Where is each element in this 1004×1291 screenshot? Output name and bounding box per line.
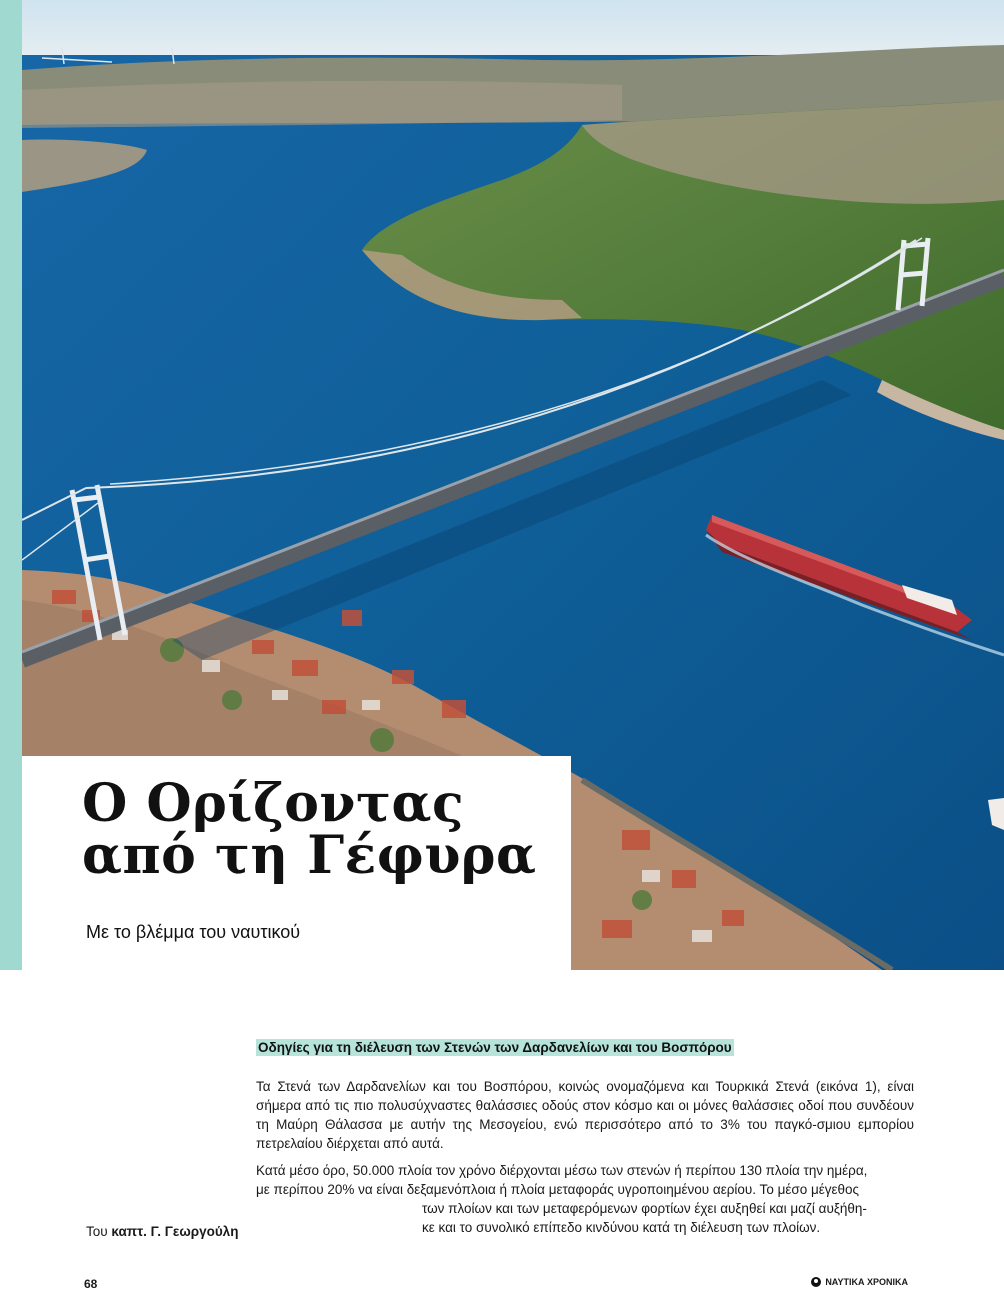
article-title <box>82 773 537 886</box>
title-box <box>22 756 571 970</box>
paragraph-2-line-2: με περίπου 20% να είναι δεξαμενόπλοια ή πλοία μεταφοράς υγροποιημένου αερίου. Το μέσο μέγεθος <box>256 1182 860 1197</box>
body-paragraph-2 <box>256 1161 914 1237</box>
article-title-line1: Ο Ορίζοντας <box>82 773 465 834</box>
footer-brand <box>811 1277 908 1287</box>
article-title-line2: από τη Γέφυρα <box>82 825 537 886</box>
paragraph-2-line-3: των πλοίων και των μεταφερόμενων φορτίων έχει αυξηθεί και μαζί αυξήθη- <box>422 1201 867 1216</box>
page-number: 68 <box>84 1277 98 1291</box>
section-heading: Οδηγίες για τη διέλευση των Στενών των Δαρδανελίων και του Βοσπόρου <box>258 1040 732 1055</box>
body-paragraph-1: Τα Στενά των Δαρδανελίων και του Βοσπόρου, κοινώς ονομαζόμενα και Τουρκικά Στενά (εικόνα 1), είναι σήμερα από τις πιο πολυσύχναστες θαλάσσιες οδούς στον κόσμο και οι μόνες θαλάσσιες οδοί που συνδέουν τη Μαύρη Θάλασσα με αυτήν της Μεσογείου, ενώ περισσότερο από το 3% του παγκό-σμιου εμπορίου πετρελαίου διέρχεται από αυτά. <box>256 1079 914 1151</box>
paragraph-2-line-4: κε και το συνολικό επίπεδο κινδύνου κατά τη διέλευση των πλοίων. <box>422 1220 821 1235</box>
brand-name: ΝΑΥΤΙΚΑ ΧΡΟΝΙΚΑ <box>825 1277 908 1287</box>
author-name: καπτ. Γ. Γεωργούλη <box>111 1224 239 1239</box>
author-byline <box>86 1224 238 1239</box>
accent-strip <box>0 0 22 970</box>
author-prefix: Του <box>86 1224 108 1239</box>
article-subtitle: Με το βλέμμα του ναυτικού <box>86 922 301 942</box>
brand-logo-icon <box>811 1277 821 1287</box>
paragraph-2-line-1: Κατά μέσο όρο, 50.000 πλοία τον χρόνο διέρχονται μέσω των στενών ή περίπου 130 πλοία την ημέρα, <box>256 1163 868 1178</box>
